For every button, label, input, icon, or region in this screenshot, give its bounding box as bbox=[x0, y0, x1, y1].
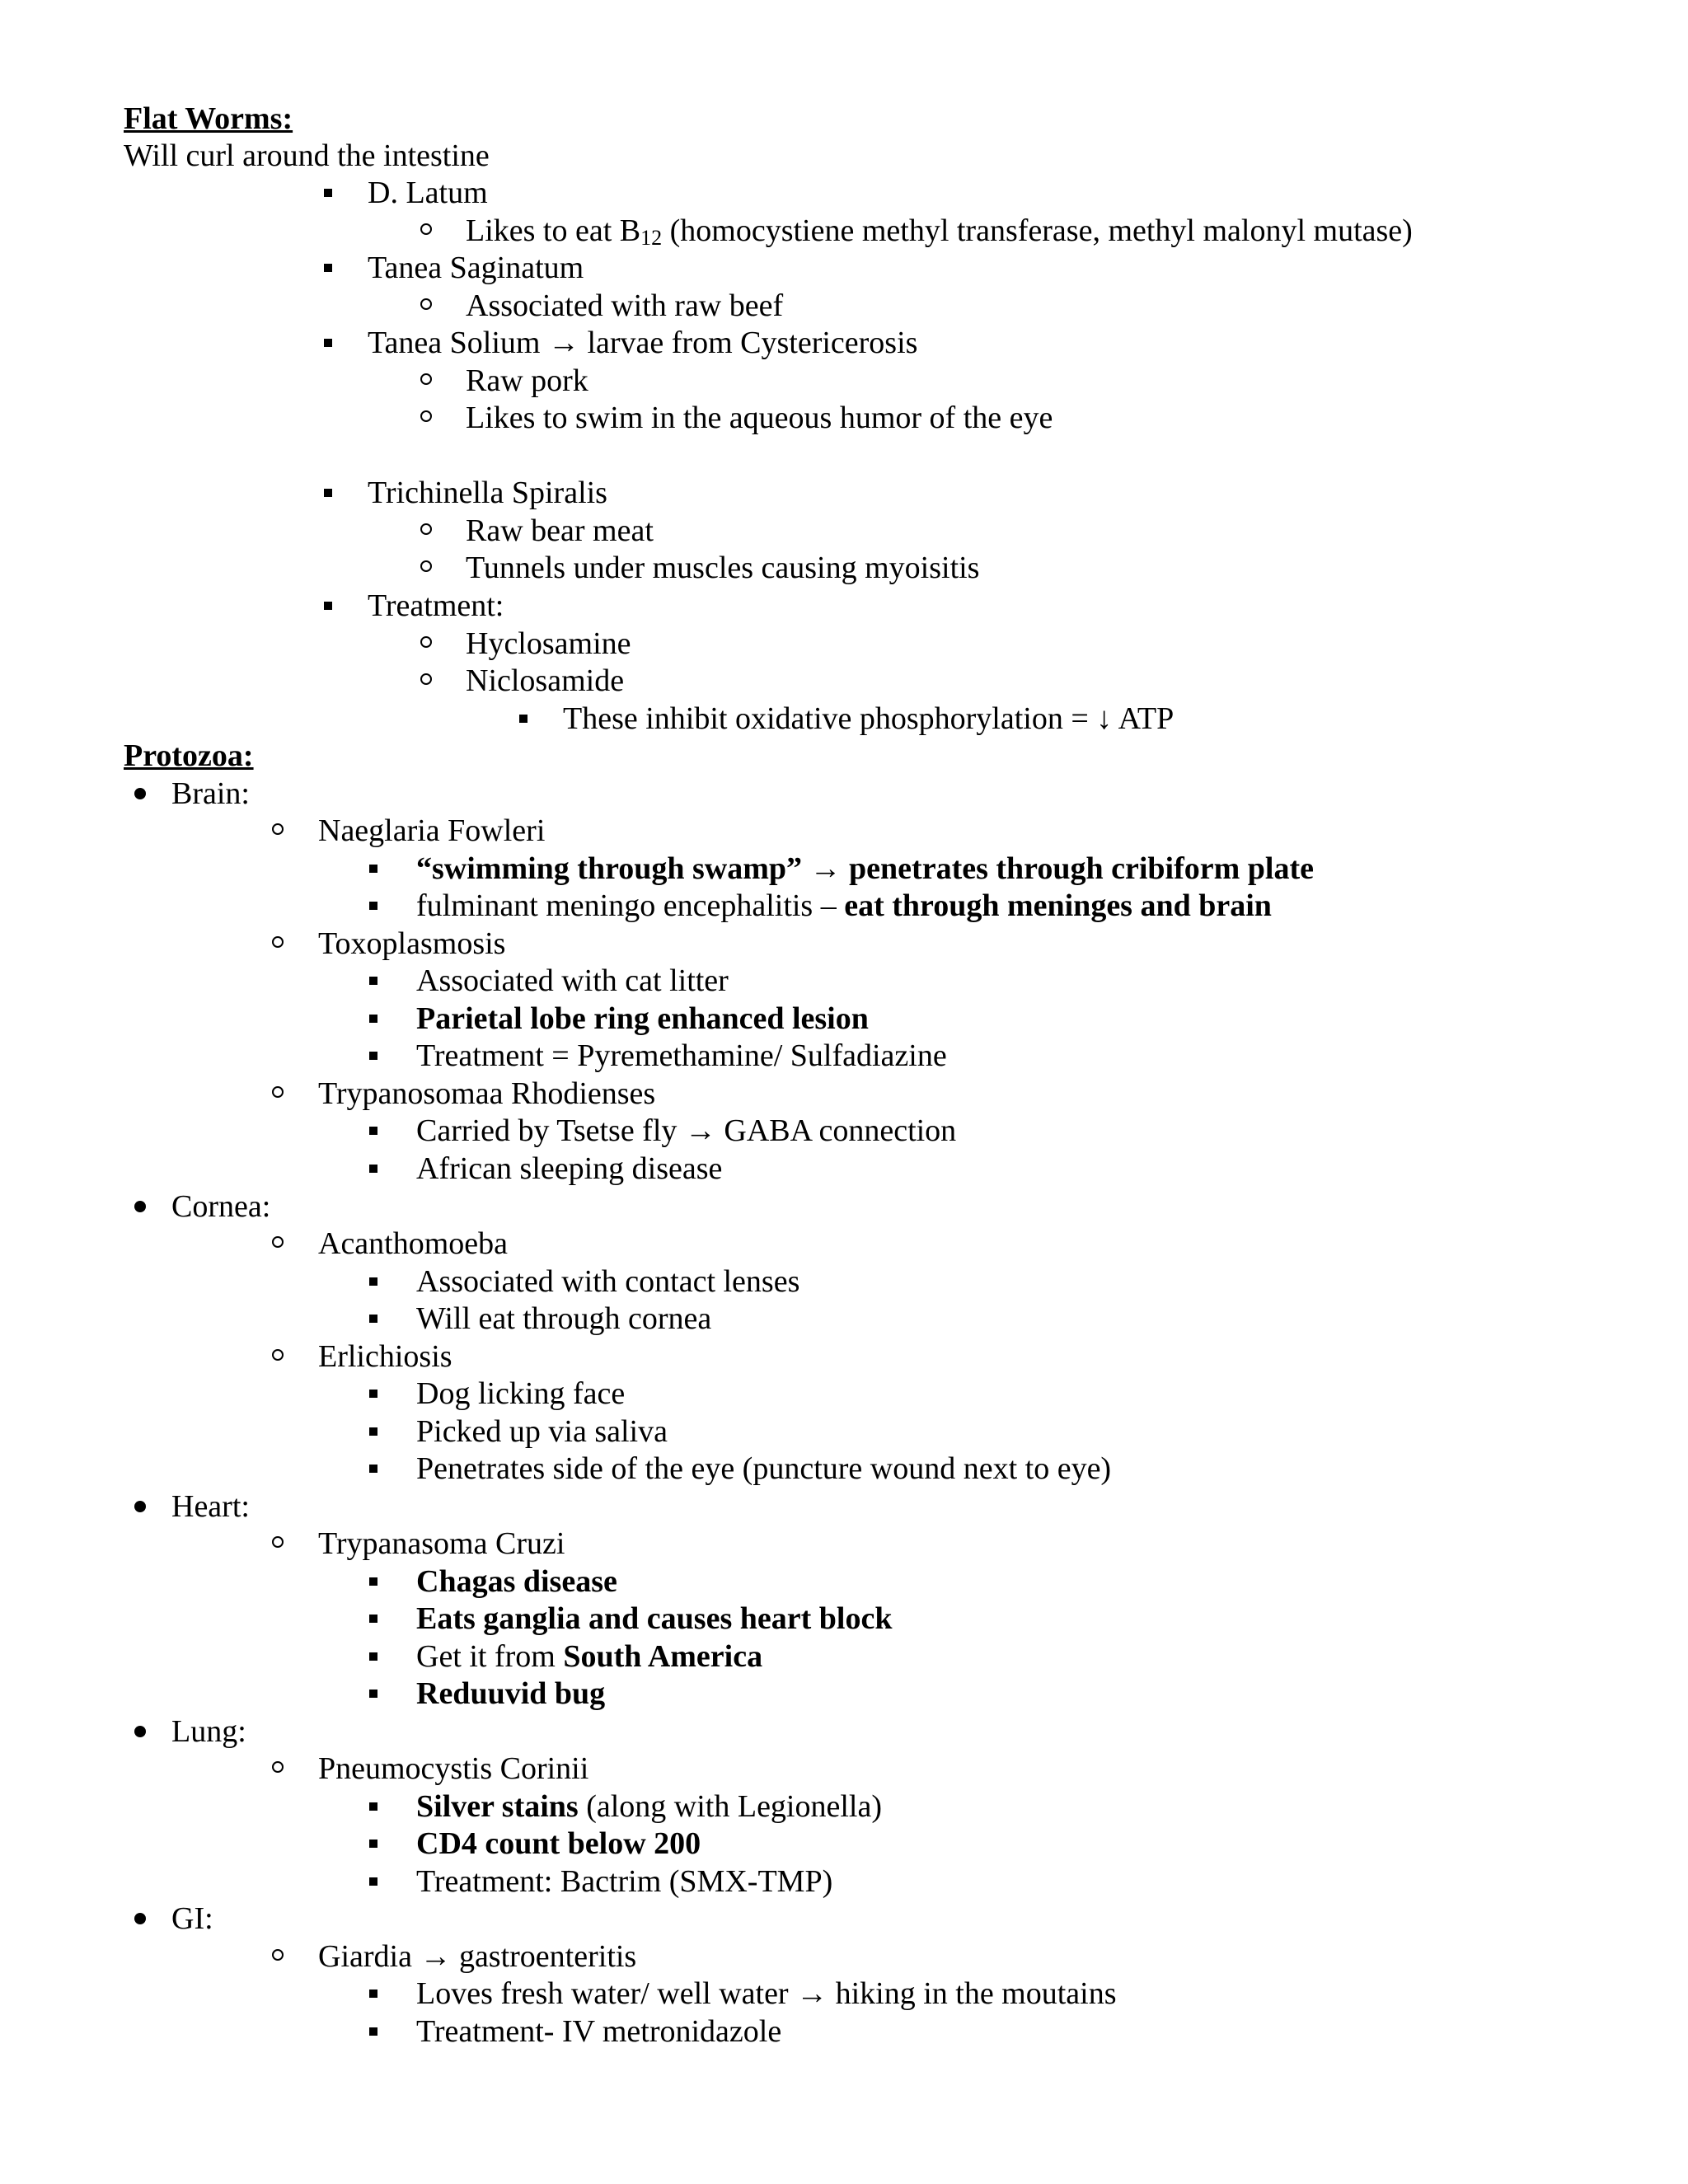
square-bullet-icon bbox=[369, 865, 377, 873]
square-bullet-icon bbox=[369, 2027, 377, 2036]
square-bullet-icon bbox=[324, 264, 332, 272]
square-bullet-icon bbox=[369, 902, 377, 910]
square-bullet-icon bbox=[369, 1577, 377, 1586]
round-bullet-icon bbox=[134, 1726, 146, 1737]
circle-bullet-icon bbox=[272, 1536, 284, 1548]
square-bullet-icon bbox=[369, 1015, 377, 1023]
square-bullet-icon bbox=[369, 1165, 377, 1173]
circle-bullet-icon bbox=[420, 523, 432, 535]
square-bullet-icon bbox=[369, 1427, 377, 1436]
round-bullet-icon bbox=[134, 1201, 146, 1212]
square-bullet-icon bbox=[369, 1802, 377, 1811]
square-bullet-icon bbox=[369, 1127, 377, 1135]
square-bullet-icon bbox=[369, 1840, 377, 1848]
square-bullet-icon bbox=[369, 1277, 377, 1286]
square-bullet-icon bbox=[324, 189, 332, 197]
circle-bullet-icon bbox=[420, 636, 432, 648]
square-bullet-icon bbox=[369, 1390, 377, 1398]
circle-bullet-icon bbox=[272, 1086, 284, 1098]
circle-bullet-icon bbox=[420, 373, 432, 385]
round-bullet-icon bbox=[134, 1501, 146, 1512]
square-bullet-icon bbox=[369, 1315, 377, 1323]
circle-bullet-icon bbox=[272, 1349, 284, 1361]
square-bullet-icon bbox=[369, 1615, 377, 1623]
square-bullet-icon bbox=[369, 1690, 377, 1698]
square-bullet-icon bbox=[369, 1052, 377, 1060]
square-bullet-icon bbox=[369, 1652, 377, 1661]
circle-bullet-icon bbox=[420, 410, 432, 422]
square-bullet-icon bbox=[369, 1990, 377, 1998]
circle-bullet-icon bbox=[272, 1236, 284, 1248]
square-bullet-icon bbox=[324, 489, 332, 497]
circle-bullet-icon bbox=[272, 823, 284, 835]
circle-bullet-icon bbox=[420, 298, 432, 310]
document-page: Flat Worms: Will curl around the intestine D. Latum Likes to eat $B_{12}$ (homocystiene methyl transferase, methyl malonyl mutase) Tanea Saginatum Associated with raw beef Tanea Solium → larvae from Cystericerosis Raw pork Likes to swim in the aqueous humor of the eye Trichinella Spiralis Raw bear meat Tunnels under muscles causing myoisitis Treatment: Hyclosamine Niclosamide These inhibit oxidative phosphorylation = ↓ ATP Protozoa: Brain: Naeglaria Fowleri “swimming through swamp” → penetrates through cribiform plate fulminant meningo encephalitis – eat through meninges and brain Toxoplasmosis Associated with cat litter Parietal lobe ring enhanced lesion Treatment = Pyremethamine/ Sulfadiazine Trypanosomaa Rhodienses Carried by Tsetse fly → GABA connection African sleeping disease Cornea: Acanthomoeba Associated with contact lenses Will eat through cornea Erlichiosis Dog licking face Picked up via saliva Penetrates side of the eye (puncture wound next to eye) Heart: Trypanasoma Cruzi Chagas disease Eats ganglia and causes heart block Get it from South America Reduuvid bug Lung: Pneumocystis Corinii Silver stains (along with Legionella) CD4 count below 200 Treatment: Bactrim (SMX-TMP) GI: Giardia → gastroenteritis Loves fresh water/ well water → hiking in the moutains Treatment- IV metronidazole bbox=[124, 101, 1413, 2049]
circle-bullet-icon bbox=[272, 1949, 284, 1961]
square-bullet-icon bbox=[369, 977, 377, 985]
square-bullet-icon bbox=[369, 1877, 377, 1886]
round-bullet-icon bbox=[134, 1913, 146, 1924]
square-bullet-icon bbox=[519, 715, 528, 723]
square-bullet-icon bbox=[324, 339, 332, 347]
circle-bullet-icon bbox=[420, 560, 432, 572]
circle-bullet-icon bbox=[420, 223, 432, 235]
circle-bullet-icon bbox=[272, 1761, 284, 1773]
round-bullet-icon bbox=[134, 788, 146, 799]
circle-bullet-icon bbox=[272, 936, 284, 948]
protozoa-heading: Protozoa: bbox=[124, 738, 254, 773]
flat-worms-intro: Will curl around the intestine bbox=[124, 138, 490, 173]
square-bullet-icon bbox=[369, 1465, 377, 1473]
square-bullet-icon bbox=[324, 602, 332, 610]
flat-worms-heading: Flat Worms: bbox=[124, 101, 293, 136]
circle-bullet-icon bbox=[420, 673, 432, 685]
